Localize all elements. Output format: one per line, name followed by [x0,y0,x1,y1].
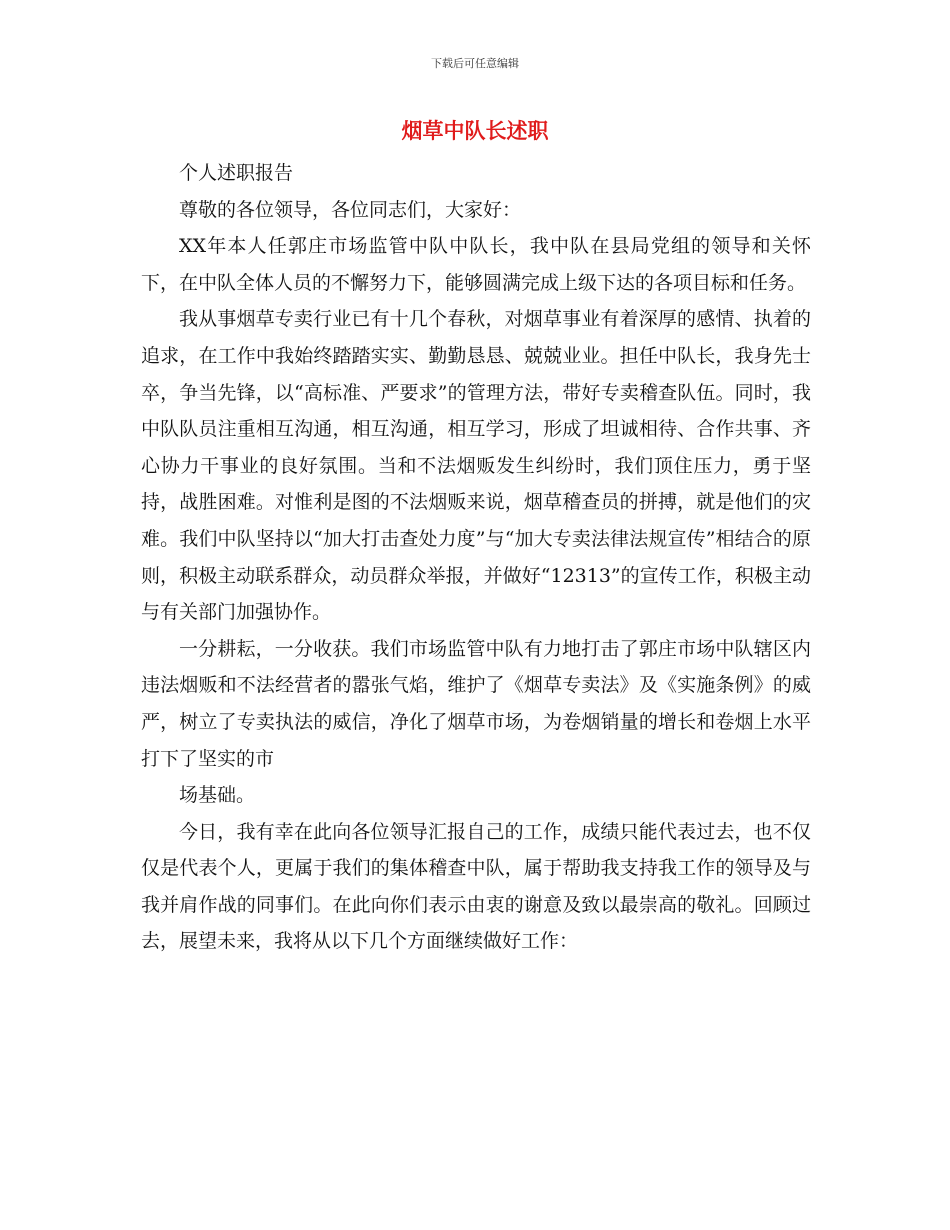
paragraph: 我从事烟草专卖行业已有十几个春秋，对烟草事业有着深厚的感情、执着的追求，在工作中我始终踏踏实实、勤勤恳恳、兢兢业业。担任中队长，我身先士卒，争当先锋，以“高标准、严要求”的管理方法，带好专卖稽查队伍。同时，我中队队员注重相互沟通，相互沟通，相互学习，形成了坦诚相待、合作共事、齐心协力干事业的良好氛围。当和不法烟贩发生纠纷时，我们顶住压力，勇于坚持，战胜困难。对惟利是图的不法烟贩来说，烟草稽查员的拼搏，就是他们的灾难。我们中队坚持以“加大打击查处力度”与“加大专卖法律法规宣传”相结合的原则，积极主动联系群众，动员群众举报，并做好“12313”的宣传工作，积极主动与有关部门加强协作。 [141,308,811,624]
paragraph: 个人述职报告 [179,162,294,184]
paragraph: 尊敬的各位领导，各位同志们，大家好： [179,198,522,221]
document-body [141,155,811,960]
paragraph: 场基础。 [179,784,256,807]
paragraph: 一分耕耘，一分收获。我们市场监管中队有力地打击了郭庄市场中队辖区内违法烟贩和不法经营者的嚣张气焰，维护了《烟草专卖法》及《实施条例》的威严，树立了专卖执法的威信，净化了烟草市场，为卷烟销量的增长和卷烟上水平打下了坚实的市 [141,637,811,770]
paragraph: XX年本人任郭庄市场监管中队中队长，我中队在县局党组的领导和关怀下，在中队全体人员的不懈努力下，能够圆满完成上级下达的各项目标和任务。 [141,235,811,294]
header-note: 下载后可任意编辑 [431,57,519,70]
paragraph: 今日，我有幸在此向各位领导汇报自己的工作，成绩只能代表过去，也不仅仅是代表个人，更属于我们的集体稽查中队，属于帮助我支持我工作的领导及与我并肩作战的同事们。在此向你们表示由衷的谢意及致以最崇高的敬礼。回顾过去，展望未来，我将从以下几个方面继续做好工作： [141,820,811,953]
document-title: 烟草中队长述职 [401,119,549,143]
